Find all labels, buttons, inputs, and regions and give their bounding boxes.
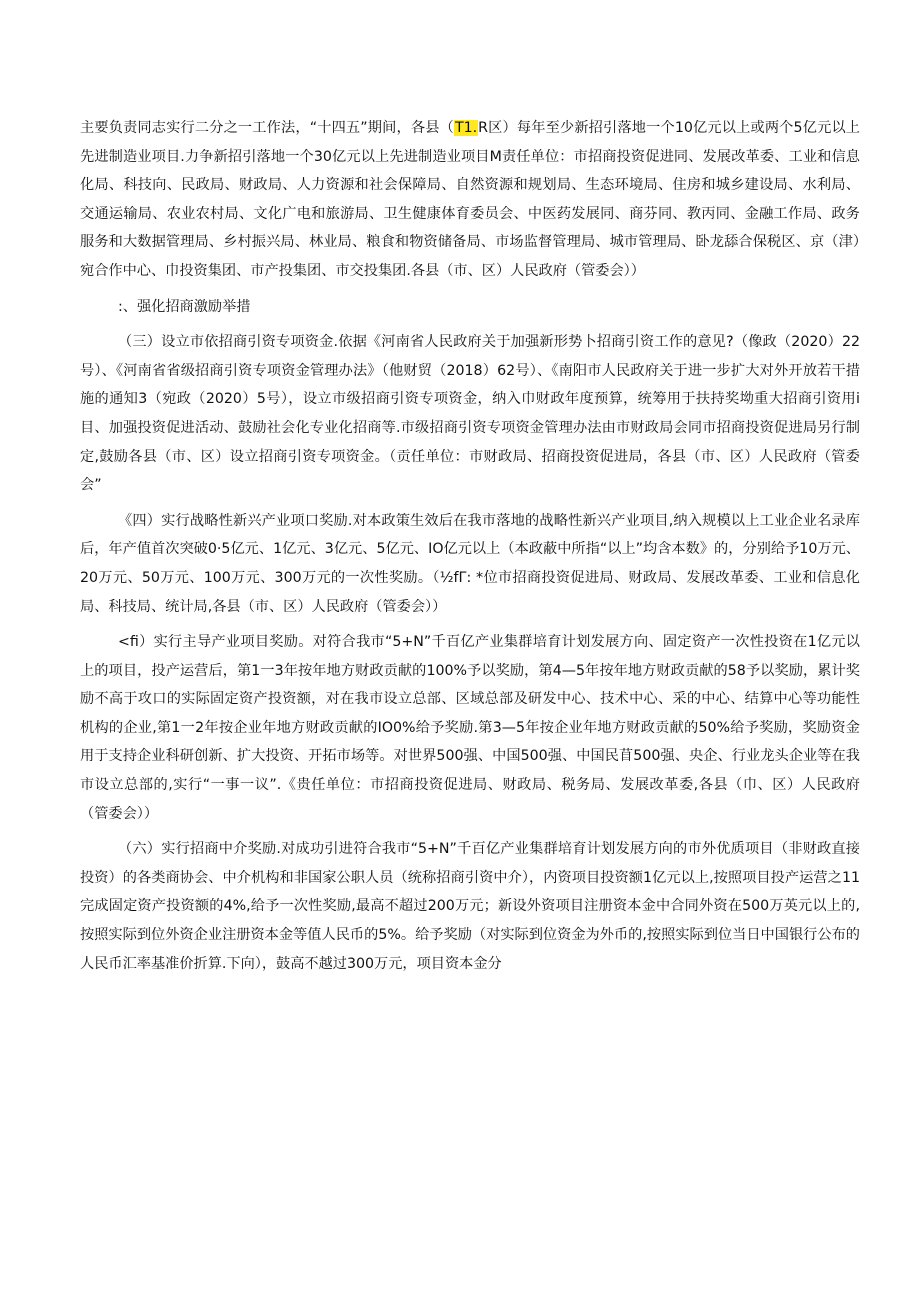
- highlighted-text: T1.: [454, 120, 478, 136]
- document-body: [80, 114, 860, 985]
- paragraph-text: 主要负责同志实行二分之一工作法，“十四五”期间，各县（: [80, 120, 454, 136]
- section-heading: :、强化招商激励举措: [118, 298, 251, 315]
- paragraph-item-5: <fi）实行主导产业项目奖励。对符合我市“5+N”千百亿产业集群培育计划发展方向、固定资产一次性投资在1亿元以上的项目，投产运营后，第1一3年按年地方财政贡献的100%予以奖励，第4—5年按年地方财政贡献的58予以奖励，累计奖励不高于攻口的实际固定资产投资额，对在我市设立总部、区域总部及研发中心、技术中心、采的中心、结算中心等功能性机构的企业,第1一2年按企业年地方财政贡献的IO0%给予奖励.第3—5年按企业年地方财政贡献的50%给予奖励，奖励资金用于支持企业科研创新、扩大投资、开拓市场等。对世界500强、中国500强、中国民苜500强、央企、行业龙头企业等在我市设立总部的,实行“一事一议”.《贵任单位：市招商投资促进局、财政局、税务局、发展改革委,各县（巾、区）人民政府（管委会））: [80, 634, 860, 822]
- paragraph-responsibility: [80, 114, 860, 286]
- paragraph-item-3: （三）设立市依招商引资专项资金.依据《河南省人民政府关于加强新形势卜招商引资工作的意见?（像政（2020）22号）、《河南省省级招商引资专项资金管理办法》（他财贸（2018）62号）、《南阳市人民政府关于进一步扩大对外开放若干措施的通知3（宛政（2020）5号），设立市级招商引资专项资金，纳入巾财政年度预算，统筹用于扶持奖坳重大招商引资用i目、加强投资促进活动、鼓励社会化专业化招商等.市级招商引资专项资金管理办法由市财政局会同市招商投资促进局另行制定,鼓励各县（市、区）设立招商引资专项资金。（贡任单位：市财政局、招商投资促进局，各县（市、区）人民政府（管委会”: [80, 334, 860, 494]
- paragraph-text: R区）每年至少新招引落地一个10亿元以上或两个5亿元以上先进制造业项目.力争新招引落地一个30亿元以上先进制造业项目M责任单位：市招商投资促进同、发展改革委、工业和信息化局、科技向、民政局、财政局、人力资源和社会保障局、自然资源和规划局、生态环境局、住房和城乡建设局、水利局、交通运输局、农业农村局、文化广电和旅游局、卫生健康体育委员会、中医药发展同、商芬同、教丙同、金融工作局、政务服务和大数据管理局、乡村振兴局、林业局、粮食和物资储备局、市场监督管理局、城市管理局、卧龙舔合保税区、京（津）宛合作中心、巾投资集团、市产投集团、市交投集团.各县（市、区）人民政府（管委会））: [80, 120, 860, 279]
- paragraph-item-6: （六）实行招商中介奖励.对成功引进符合我市“5+N”千百亿产业集群培育计划发展方向的市外优质项目（非财政直接投资）的各类商协会、中介机构和非国家公职人员（统称招商引资中介），内资项目投资额1亿元以上,按照项目投产运营之11完成固定资产投资额的4%,给予一次性奖励,最高不超过200万元；新设外资项目注册资本金中合同外资在500万英元以上的,按照实际到位外资企业注册资本金等值人民币的5%。给予奖励（对实际到位资金为外币的,按照实际到位当日中国银行公布的人民币汇率基准价折算.下向），鼓高不越过300万元，项目资本金分: [80, 841, 860, 972]
- paragraph-item-4: 《四）实行战略性新兴产业项口奖励.对本政策生效后在我市落地的战略性新兴产业项目,纳入规模以上工业企业名录库后，年产值首次突破0·5亿元、1亿元、3亿元、5亿元、IO亿元以上（本政蔽中所指“以上”均含本数》的，分别给予10万元、20万元、50万元、100万元、300万元的一次性奖励。（½fΓ: *位市招商投资促进局、财政局、发展改革委、工业和信息化局、科技局、统计局,各县（市、区）人民政府（管委会））: [80, 512, 860, 615]
